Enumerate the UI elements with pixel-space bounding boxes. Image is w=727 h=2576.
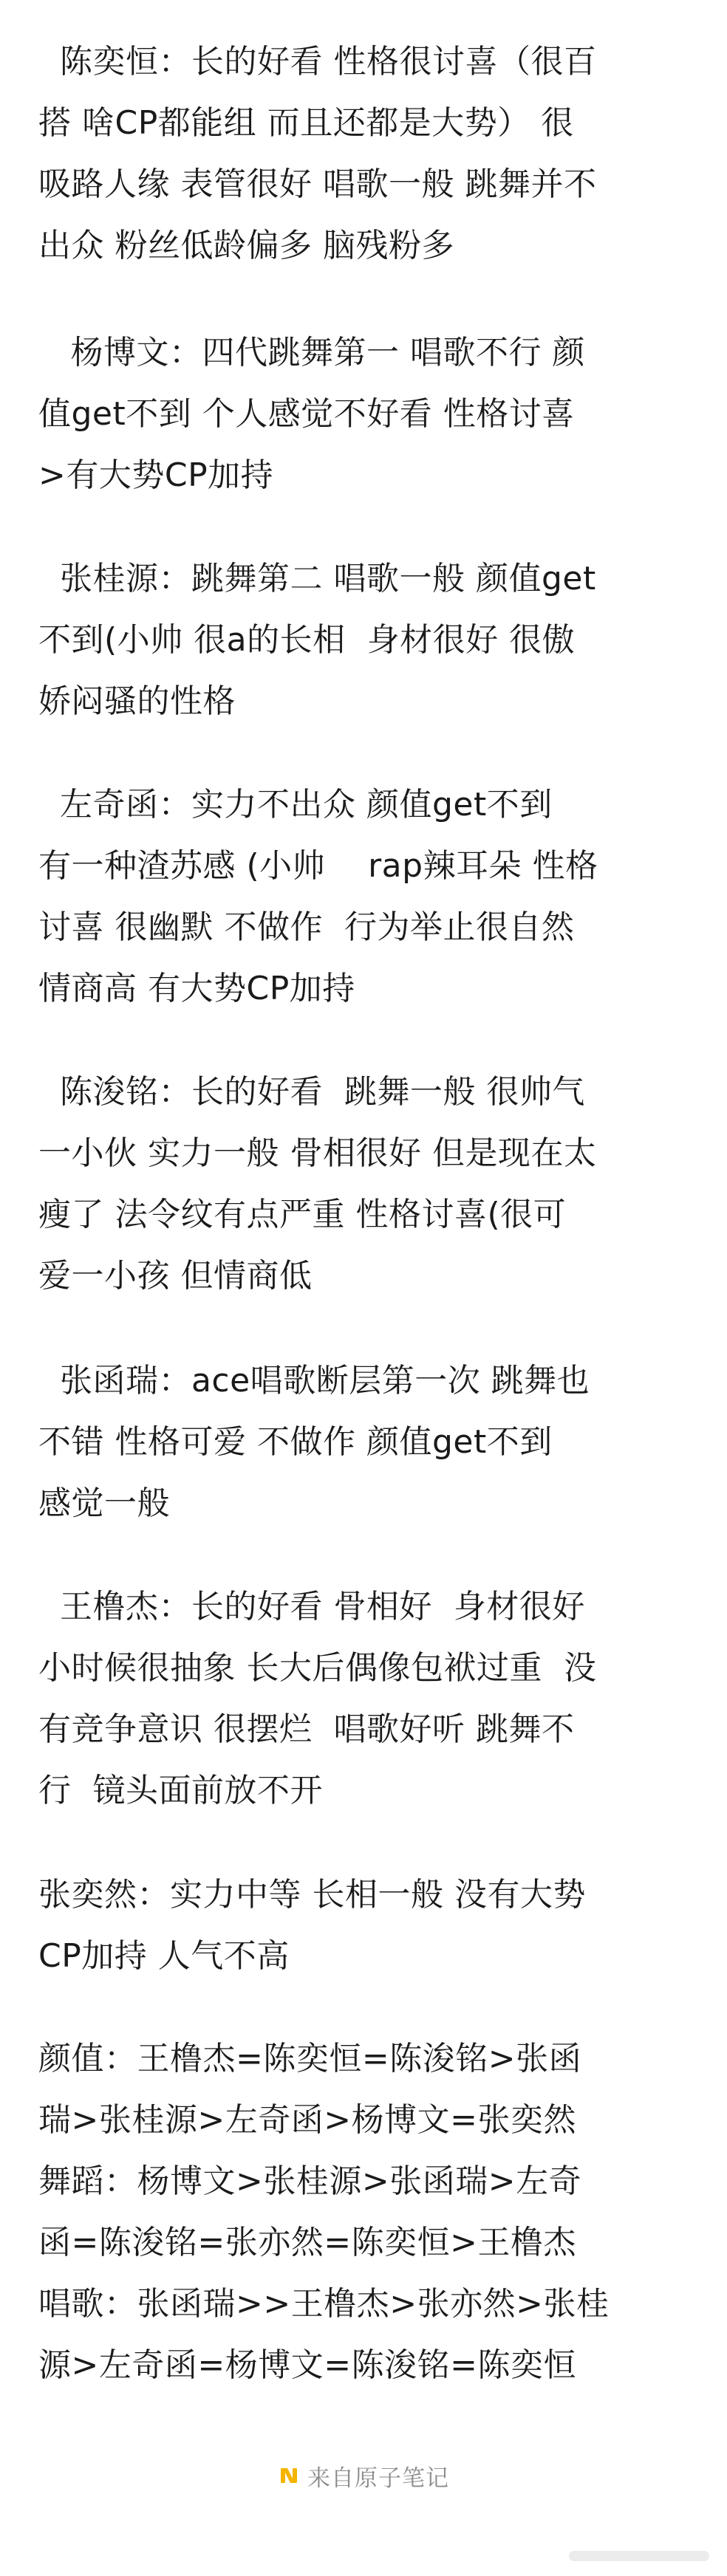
paragraph-chen-junming (38, 1061, 689, 1306)
text-line: 张函瑞：ace唱歌断层第一次 跳舞也 (38, 1362, 590, 1400)
text-line: 有一种渣苏感 (小帅 rap辣耳朵 性格 (38, 847, 598, 885)
text-line: 值get不到 个人感觉不好看 性格讨喜 (38, 395, 575, 433)
text-line: 讨喜 很幽默 不做作 行为举止很自然 (38, 908, 575, 946)
text-line: 颜值：王橹杰=陈奕恒=陈浚铭>张函 (38, 2040, 582, 2077)
text-line: >有大势CP加持 (38, 456, 274, 494)
text-line: 瘦了 法令纹有点严重 性格讨喜(很可 (38, 1196, 567, 1233)
text-line: 瑞>张桂源>左奇函>杨博文=张奕然 (38, 2101, 576, 2139)
paragraph-chen-yiheng (38, 31, 689, 276)
text-line: CP加持 人气不高 (38, 1937, 290, 1975)
text-line: 行 镜头面前放不开 (38, 1772, 323, 1809)
text-line: 不到(小帅 很a的长相 身材很好 很傲 (38, 621, 576, 659)
text-line: 出众 粉丝低龄偏多 脑残粉多 (38, 227, 454, 264)
paragraph-zhang-yiran (38, 1864, 689, 1987)
source-footer[interactable] (0, 2458, 727, 2493)
paragraph-rankings (38, 2028, 689, 2396)
paragraph-wang-lujie (38, 1576, 689, 1821)
paragraph-yang-bowen (38, 322, 689, 506)
text-line: 陈奕恒：长的好看 性格很讨喜（很百 (38, 43, 597, 80)
text-line: 舞蹈：杨博文>张桂源>张函瑞>左奇 (38, 2162, 582, 2200)
paragraph-zhang-hanrui (38, 1350, 689, 1534)
text-line: 小时候很抽象 长大后偶像包袱过重 没 (38, 1649, 597, 1687)
paragraph-zhang-guiyuan (38, 548, 689, 732)
text-line: 感觉一般 (38, 1484, 170, 1522)
text-line: 有竞争意识 很摆烂 唱歌好听 跳舞不 (38, 1710, 575, 1748)
text-line: 唱歌：张函瑞>>王橹杰>张亦然>张桂 (38, 2285, 610, 2323)
text-line: 不错 性格可爱 不做作 颜值get不到 (38, 1423, 553, 1461)
text-line: 吸路人缘 表管很好 唱歌一般 跳舞并不 (38, 165, 597, 203)
text-line: 情商高 有大势CP加持 (38, 970, 355, 1007)
text-line: 杨博文：四代跳舞第一 唱歌不行 颜 (38, 334, 585, 371)
paragraph-zuo-qihan (38, 774, 689, 1019)
footer-source-label: 来自原子笔记 (307, 2464, 449, 2492)
text-line: 函=陈浚铭=张亦然=陈奕恒>王橹杰 (38, 2224, 576, 2261)
atom-notes-logo-icon (278, 2464, 300, 2487)
text-line: 娇闷骚的性格 (38, 682, 236, 720)
text-line: 源>左奇函=杨博文=陈浚铭=陈奕恒 (38, 2346, 576, 2384)
text-line: 王橹杰：长的好看 骨相好 身材很好 (38, 1588, 585, 1626)
text-line: 搭 啥CP都能组 而且还都是大势） 很 (38, 104, 574, 142)
text-line: 爱一小孩 但情商低 (38, 1257, 313, 1295)
text-line: 一小伙 实力一般 骨相很好 但是现在太 (38, 1134, 597, 1172)
text-line: 陈浚铭：长的好看 跳舞一般 很帅气 (38, 1073, 585, 1111)
watermark-mark (569, 2546, 709, 2566)
text-line: 左奇函：实力不出众 颜值get不到 (38, 786, 553, 823)
text-line: 张桂源：跳舞第二 唱歌一般 颜值get (38, 560, 596, 597)
text-line: 张奕然：实力中等 长相一般 没有大势 (38, 1876, 586, 1914)
